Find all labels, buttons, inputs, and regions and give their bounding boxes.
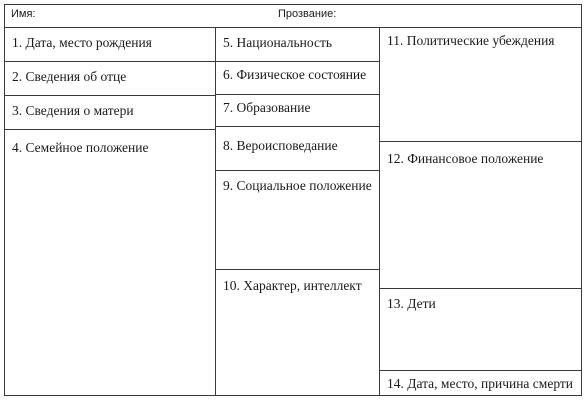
field-label: 9. Социальное положение xyxy=(223,178,372,193)
field-label: 7. Образование xyxy=(223,100,311,115)
name-label: Имя: xyxy=(11,8,36,20)
field-character-intellect[interactable] xyxy=(216,269,379,395)
field-financial-status[interactable] xyxy=(380,141,581,288)
field-nationality[interactable] xyxy=(216,27,379,61)
field-label: 8. Вероисповедание xyxy=(223,138,338,153)
field-mother-info[interactable] xyxy=(5,95,215,129)
field-physical-condition[interactable] xyxy=(216,61,379,94)
nickname-label: Прозвание: xyxy=(278,8,337,20)
field-label: 3. Сведения о матери xyxy=(12,103,134,118)
field-father-info[interactable] xyxy=(5,61,215,95)
field-children[interactable] xyxy=(380,288,581,370)
field-label: 5. Национальность xyxy=(223,35,333,50)
field-label: 13. Дети xyxy=(387,296,436,311)
field-label: 6. Физическое состояние xyxy=(223,67,367,82)
field-label: 14. Дата, место, причина смерти xyxy=(387,376,574,391)
character-form xyxy=(4,4,582,396)
field-religion[interactable] xyxy=(216,126,379,170)
field-social-status[interactable] xyxy=(216,170,379,269)
field-label: 1. Дата, место рождения xyxy=(12,35,152,50)
field-death-date-place-cause[interactable] xyxy=(380,370,581,395)
field-label: 12. Финансовое положение xyxy=(387,151,544,166)
field-label: 11. Политические убеждения xyxy=(387,33,555,48)
field-marital-status[interactable] xyxy=(5,129,215,395)
field-education[interactable] xyxy=(216,94,379,126)
field-political-views[interactable] xyxy=(380,27,581,141)
field-label: 2. Сведения об отце xyxy=(12,69,127,84)
field-label: 10. Характер, интеллект xyxy=(223,278,362,293)
field-birth-date-place[interactable] xyxy=(5,27,215,61)
field-label: 4. Семейное положение xyxy=(12,140,149,155)
